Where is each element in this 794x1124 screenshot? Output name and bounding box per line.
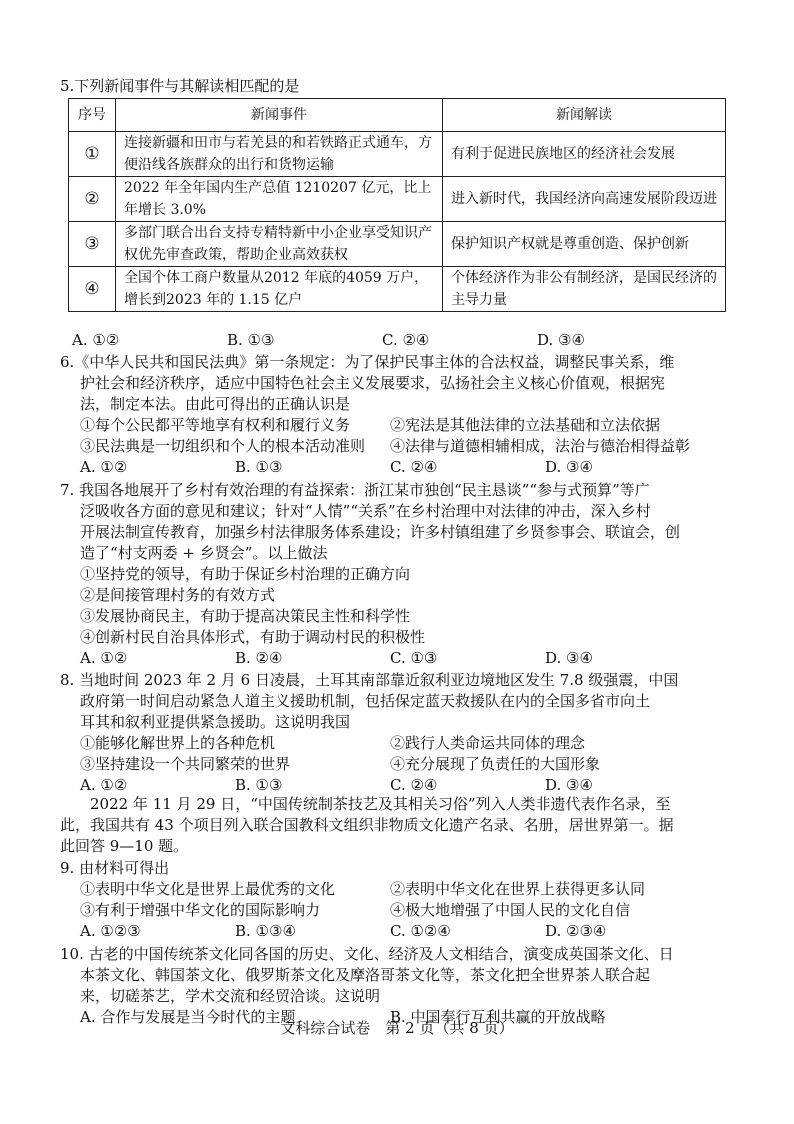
statement-1: ①坚持党的领导，有助于保证乡村治理的正确方向: [80, 565, 411, 583]
question-7-stem-line: 7. 我国各地展开了乡村有效治理的有益探索：浙江某市独创“民主恳谈”“参与式预算”等广: [60, 481, 650, 499]
page-footer: 文科综合试卷 第 2 页（共 8 页）: [280, 1019, 514, 1037]
question-6-stem-line: 法，制定本法。由此可得出的正确认识是: [80, 395, 351, 413]
row-reading: 进入新时代，我国经济向高速发展阶段迈进: [443, 177, 726, 222]
option-c[interactable]: C. ①③: [390, 649, 438, 667]
question-5: [60, 76, 750, 97]
statement-2: ②表明中华文化在世界上获得更多认同: [390, 880, 646, 898]
row-event: 连接新疆和田市与若羌县的和若铁路正式通车，方便沿线各族群众的出行和货物运输: [116, 132, 443, 177]
row-event: 多部门联合出台支持专精特新中小企业享受知识产权优先审查政策，帮助企业高效获权: [116, 222, 443, 267]
material-line: 2022 年 11 月 29 日，“中国传统制茶技艺及其相关习俗”列入人类非遗代表作名录，至: [90, 795, 671, 813]
question-7-stem-line: 造了“村支两委 + 乡贤会”。以上做法: [80, 544, 328, 562]
option-b[interactable]: B. ①③④: [235, 922, 296, 940]
statement-4: ④极大地增强了中国人民的文化自信: [390, 901, 631, 919]
question-9-stem: 9. 由材料可得出: [60, 859, 170, 877]
statement-3: ③有利于增强中华文化的国际影响力: [80, 901, 321, 919]
material-line: 此，我国共有 43 个项目列入联合国教科文组织非物质文化遗产名录、名册，居世界第一。据: [60, 816, 674, 834]
question-8-stem-line: 8. 当地时间 2023 年 2 月 6 日凌晨，土耳其南部靠近叙利亚边境地区发生 7.8 级强震，中国: [60, 671, 679, 689]
row-number: ④: [69, 267, 116, 312]
row-number: ②: [69, 177, 116, 222]
statement-1: ①能够化解世界上的各种危机: [80, 734, 276, 752]
header-reading: 新闻解读: [443, 99, 726, 132]
question-5-options: [72, 330, 762, 351]
table-row: [69, 267, 726, 312]
news-table: [68, 98, 726, 312]
question-10-stem-line: 本茶文化、韩国茶文化、俄罗斯茶文化及摩洛哥茶文化等，茶文化把全世界茶人联合起: [80, 966, 651, 984]
question-7-stem-line: 开展法制宣传教育，加强乡村法律服务体系建设；许多村镇组建了乡贤参事会、联谊会，创: [80, 523, 681, 541]
table-row: [69, 222, 726, 267]
option-d[interactable]: D. ③④: [537, 331, 585, 349]
option-a[interactable]: A. ①②③: [80, 922, 141, 940]
statement-4: ④创新村民自治具体形式，有助于调动村民的积极性: [80, 628, 426, 646]
question-6-stem-line: 6.《中华人民共和国民法典》第一条规定：为了保护民事主体的合法权益，调整民事关系，维: [60, 353, 675, 371]
material-line: 此回答 9—10 题。: [60, 837, 189, 855]
statement-4: ④法律与道德相辅相成，法治与德治相得益彰: [390, 437, 691, 455]
statement-2: ②践行人类命运共同体的理念: [390, 734, 586, 752]
option-c[interactable]: C. ①②④: [390, 922, 451, 940]
question-8-stem-line: 政府第一时间启动紧急人道主义援助机制，包括保定蓝天救援队在内的全国多省市向土: [80, 692, 651, 710]
question-7: [60, 480, 750, 669]
option-a[interactable]: A. ①②: [80, 649, 128, 667]
option-a[interactable]: A. ①②: [72, 331, 120, 349]
option-a[interactable]: A. 合作与发展是当今时代的主题: [80, 1008, 296, 1026]
table-row: [69, 177, 726, 222]
option-d[interactable]: D. ②③④: [545, 922, 607, 940]
row-number: ③: [69, 222, 116, 267]
row-event: 全国个体工商户数量从2012 年底的4059 万户，增长到2023 年的 1.15 亿户: [116, 267, 443, 312]
question-10-stem-line: 10. 古老的中国传统茶文化同各国的历史、文化、经济及人文相结合，演变成英国茶文化、日: [60, 945, 674, 963]
news-table-header: [69, 99, 726, 132]
option-c[interactable]: C. ②④: [382, 331, 430, 349]
question-9: [60, 858, 750, 942]
question-8: [60, 670, 750, 796]
question-5-stem: 5.下列新闻事件与其解读相匹配的是: [60, 77, 300, 95]
row-reading: 有利于促进民族地区的经济社会发展: [443, 132, 726, 177]
option-b[interactable]: B. ②④: [235, 649, 283, 667]
statement-3: ③坚持建设一个共同繁荣的世界: [80, 755, 291, 773]
statement-2: ②是间接管理村务的有效方式: [80, 586, 276, 604]
question-10-stem-line: 来，切磋茶艺，学术交流和经贸洽谈。这说明: [80, 987, 381, 1005]
question-6-stem-line: 护社会和经济秩序，适应中国特色社会主义发展要求，弘扬社会主义核心价值观，根据宪: [80, 374, 666, 392]
question-7-stem-line: 泛吸收各方面的意见和建议；针对“人情”“关系”在乡村治理中对法律的冲击，深入乡村: [80, 502, 651, 520]
statement-1: ①每个公民都平等地享有权利和履行义务: [80, 416, 351, 434]
table-row: [69, 132, 726, 177]
row-reading: 保护知识产权就是尊重创造、保护创新: [443, 222, 726, 267]
option-b[interactable]: B. 中国奉行互利共赢的开放战略: [390, 1008, 606, 1026]
option-d[interactable]: D. ③④: [545, 776, 593, 794]
option-a[interactable]: A. ①②: [80, 458, 128, 476]
statement-3: ③发展协商民主，有助于提高决策民主性和科学性: [80, 607, 411, 625]
option-b[interactable]: B. ①③: [227, 331, 275, 349]
statement-3: ③民法典是一切组织和个人的根本活动准则: [80, 437, 366, 455]
statement-1: ①表明中华文化是世界上最优秀的文化: [80, 880, 336, 898]
option-b[interactable]: B. ①③: [235, 458, 283, 476]
option-d[interactable]: D. ③④: [545, 649, 593, 667]
header-number: 序号: [69, 99, 116, 132]
question-6: [60, 352, 750, 478]
row-reading: 个体经济作为非公有制经济，是国民经济的主导力量: [443, 267, 726, 312]
question-10: [60, 944, 750, 1028]
material-passage: [60, 794, 750, 857]
statement-2: ②宪法是其他法律的立法基础和立法依据: [390, 416, 661, 434]
question-8-stem-line: 耳其和叙利亚提供紧急援助。这说明我国: [80, 713, 351, 731]
header-event: 新闻事件: [116, 99, 443, 132]
statement-4: ④充分展现了负责任的大国形象: [390, 755, 601, 773]
option-a[interactable]: A. ①②: [80, 776, 128, 794]
option-c[interactable]: C. ②④: [390, 776, 438, 794]
option-d[interactable]: D. ③④: [545, 458, 593, 476]
row-event: 2022 年全年国内生产总值 1210207 亿元，比上年增长 3.0%: [116, 177, 443, 222]
option-b[interactable]: B. ①③: [235, 776, 283, 794]
row-number: ①: [69, 132, 116, 177]
option-c[interactable]: C. ②④: [390, 458, 438, 476]
